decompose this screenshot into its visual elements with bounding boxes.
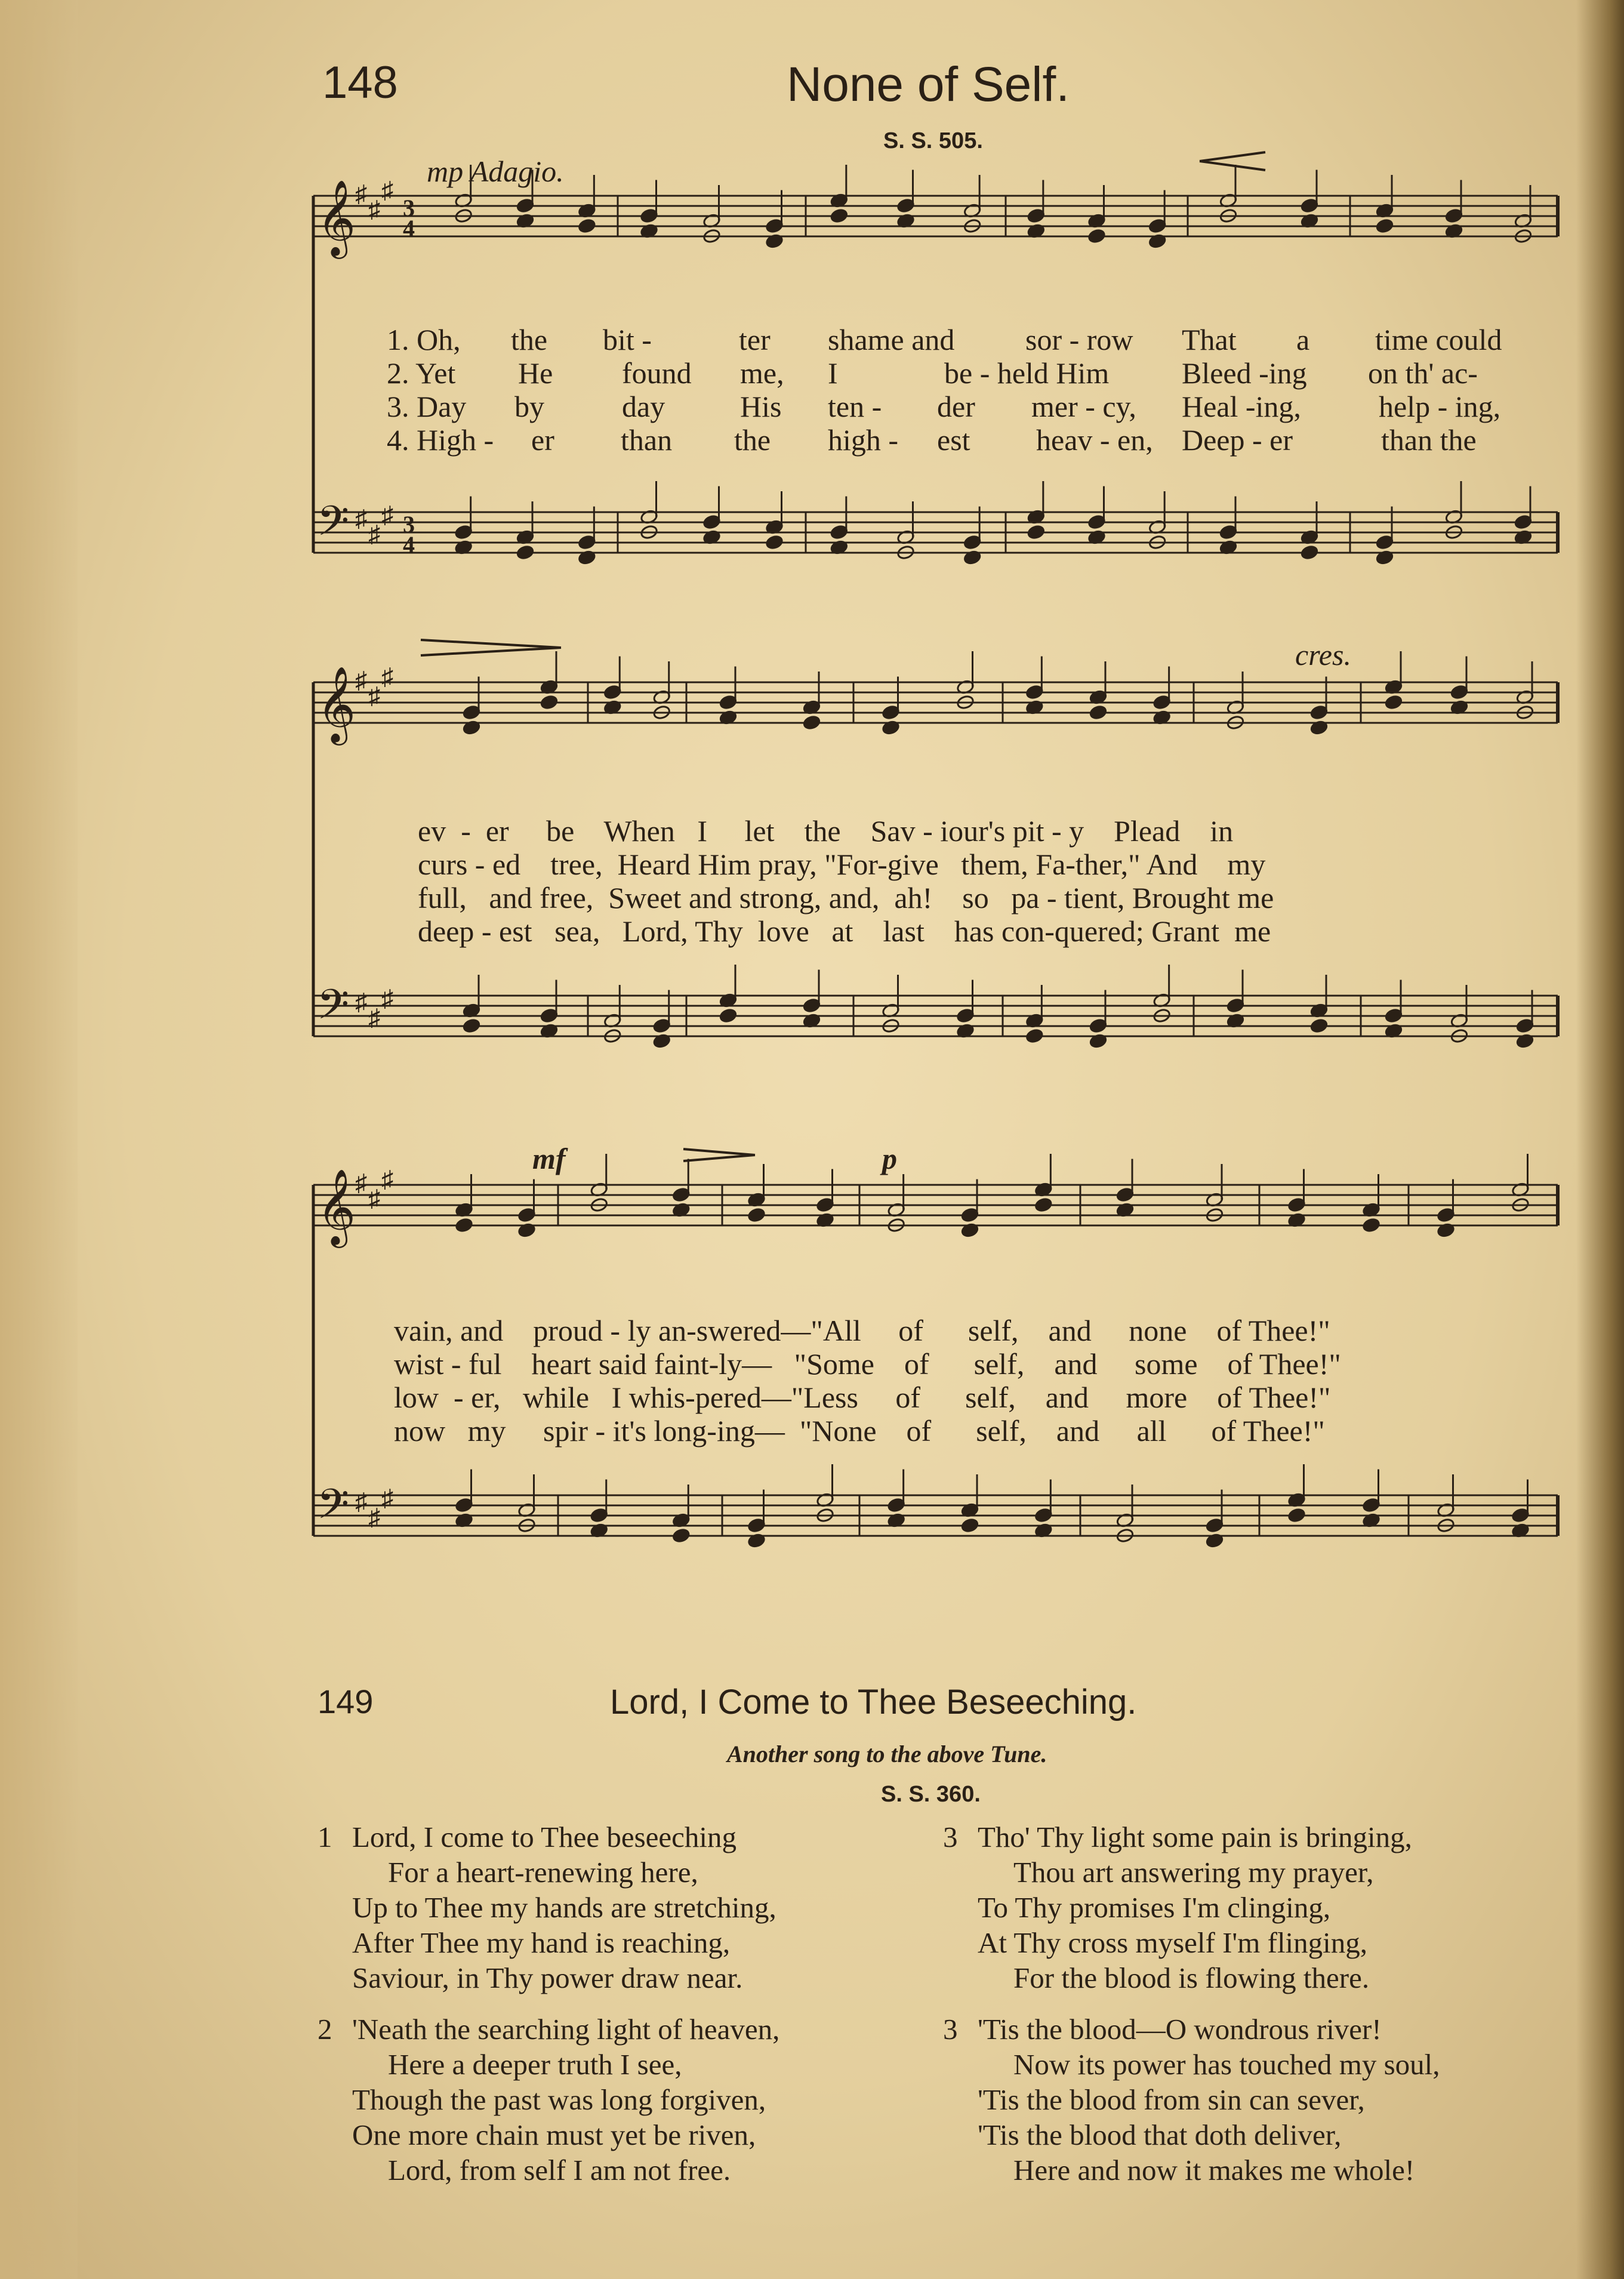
note-head [540,695,559,710]
note-head [1027,525,1046,540]
sharp-sign: ♯ [381,1485,393,1511]
note-head [516,545,535,560]
hymn-source: S. S. 360. [881,1782,981,1807]
verse-line: Though the past was long forgiven, [352,2083,766,2116]
lyric-word: heav - en, [1036,423,1153,457]
lyric-word: be - held Him [944,356,1110,390]
lyric-word: His [740,390,782,423]
sharp-sign: ♯ [368,1004,380,1031]
verse-line: For the blood is flowing there. [1013,1961,1370,1994]
lyric-verse-4: now my spir - it's long-ing— "None of self, and all of Thee!" [394,1414,1325,1448]
hymn-number: 149 [318,1683,374,1720]
lyric-word: sor - row [1025,323,1133,356]
note-head [672,1528,691,1544]
note-head [1025,1028,1044,1044]
verse-number: 3 [943,2013,958,2046]
lyric-word: Bleed -ing [1182,356,1307,390]
hymn-subtitle: Another song to the above Tune. [727,1741,1047,1767]
lyric-word: 2. Yet [387,356,456,390]
lyric-word: er [531,423,554,457]
lyric-word: shame and [828,323,955,356]
lyric-word: than [621,423,673,457]
verse-line: Saviour, in Thy power draw near. [352,1961,743,1994]
sharp-sign: ♯ [355,988,367,1015]
sharp-sign: ♯ [368,1185,380,1212]
bass-clef: 𝄢 [317,980,350,1039]
lyric-word: a [1296,323,1310,356]
note-head [1376,218,1394,234]
lyric-verse-2: curs - ed tree, Heard Him pray, "For-give them, Fa-ther," And my [418,848,1266,881]
lyric-word: the [734,423,771,457]
verse-number: 3 [943,1821,958,1853]
lyric-word: ten - [828,390,882,423]
sharp-sign: ♯ [355,667,367,694]
decrescendo-hairpin [421,640,561,655]
verse-line: One more chain must yet be riven, [352,2118,756,2151]
note-head [1089,705,1108,720]
lyric-verse-3: low - er, while I whis-pered—"Less of self, and more of Thee!" [394,1381,1331,1414]
sharp-sign: ♯ [381,1166,393,1193]
lyric-word: 1. Oh, [387,323,461,356]
verse-block [943,2012,1440,2188]
lyric-verse-1: vain, and proud - ly an-swered—"All of self, and none of Thee!" [394,1314,1330,1347]
lyric-word: on th' ac- [1368,356,1478,390]
sharp-sign: ♯ [381,985,393,1012]
note-head [765,535,784,550]
time-signature: 4 [403,215,415,242]
verse-line: Now its power has touched my soul, [1013,2048,1440,2081]
piano-marking: p [882,1142,897,1175]
verse-line: After Thee my hand is reaching, [352,1926,731,1959]
lyric-word: est [937,423,970,457]
lyric-word: help - ing, [1379,390,1501,423]
sharp-sign: ♯ [368,1504,380,1530]
verse-line: For a heart-renewing here, [388,1856,698,1889]
lyric-word: Heal -ing, [1182,390,1301,423]
note-head [961,1518,979,1533]
crescendo-marking: cres. [1295,638,1351,672]
note-head [830,208,849,224]
sharp-sign: ♯ [381,501,393,528]
verse-line: Lord, I come to Thee beseeching [352,1821,737,1853]
page-number: 148 [322,57,398,108]
verse-line: 'Neath the searching light of heaven, [352,2013,780,2046]
verse-line: Tho' Thy light some pain is bringing, [978,1821,1412,1853]
lyric-word: Deep - er [1182,423,1293,457]
lyric-word: the [511,323,548,356]
lyric-word: found [622,356,692,390]
hymn-title: Lord, I Come to Thee Beseeching. [610,1683,1137,1721]
sharp-sign: ♯ [381,177,393,204]
note-head [578,218,596,234]
lyric-word: time could [1375,323,1502,356]
verse-line: Lord, from self I am not free. [388,2154,731,2186]
verse-line: Up to Thee my hands are stretching, [352,1891,776,1924]
verse-line: 'Tis the blood from sin can sever, [978,2083,1365,2116]
note-head [455,1218,473,1233]
verse-block [943,1819,1412,1995]
lyric-word: me, [740,356,784,390]
verse-number: 2 [318,2013,332,2046]
treble-clef: 𝄞 [317,666,356,742]
lyric-word: day [622,390,665,423]
note-head [1087,229,1106,244]
lyric-word: than the [1381,423,1477,457]
lyric-word: high - [828,423,899,457]
lyric-word: That [1182,323,1237,356]
verse-line: Here and now it makes me whole! [1013,2154,1415,2186]
note-head [1310,1018,1329,1034]
sharp-sign: ♯ [355,180,367,207]
sharp-sign: ♯ [368,682,380,709]
verse-line: At Thy cross myself I'm flinging, [978,1926,1368,1959]
mezzo-forte-marking: mf [532,1142,566,1175]
note-head [803,715,821,731]
lyric-word: 4. High - [387,423,494,457]
lyric-word: ter [739,323,771,356]
lyric-word: I [828,356,838,390]
note-head [1287,1508,1306,1523]
sharp-sign: ♯ [355,1169,367,1196]
sharp-sign: ♯ [381,663,393,690]
decrescendo-hairpin [683,1149,755,1161]
sharp-sign: ♯ [355,1488,367,1515]
verse-line: 'Tis the blood—O wondrous river! [978,2013,1382,2046]
note-head [1385,695,1403,710]
verse-line: To Thy promises I'm clinging, [978,1891,1331,1924]
verse-line: 'Tis the blood that doth deliver, [978,2118,1342,2151]
lyric-verse-4: deep - est sea, Lord, Thy love at last has con-quered; Grant me [418,914,1271,948]
lyric-word: by [514,390,544,423]
hymn-title: None of Self. [787,57,1070,112]
verse-line: Here a deeper truth I see, [388,2048,682,2081]
verse-block [318,1819,776,1995]
note-head [1301,545,1319,560]
verse-line: Thou art answering my prayer, [1013,1856,1374,1889]
verse-block [318,2012,780,2188]
lyric-verse-3: full, and free, Sweet and strong, and, ah! so pa - tient, Brought me [418,881,1274,914]
note-head [719,1008,738,1024]
sharp-sign: ♯ [368,196,380,223]
sharp-sign: ♯ [355,505,367,532]
lyric-word: 3. Day [387,390,467,423]
lyric-word: bit - [603,323,652,356]
time-signature: 4 [403,531,415,558]
lyric-word: der [937,390,975,423]
lyric-verse-1: ev - er be When I let the Sav - iour's pit - y Plead in [418,814,1234,848]
time-signature: 3 [403,195,415,221]
treble-clef: 𝄞 [317,179,356,255]
note-head [1034,1197,1053,1213]
hymn-source: S. S. 505. [883,128,983,153]
note-head [463,1018,481,1034]
note-head [747,1208,766,1223]
verse-number: 1 [318,1821,332,1853]
tempo-marking: mp Adagio. [427,155,564,188]
treble-clef: 𝄞 [317,1168,356,1245]
lyric-word: He [518,356,553,390]
bass-clef: 𝄢 [317,497,350,555]
lyric-word: mer - cy, [1031,390,1136,423]
sharp-sign: ♯ [368,521,380,547]
note-head [1362,1218,1380,1233]
bass-clef: 𝄢 [317,1480,350,1538]
lyric-verse-2: wist - ful heart said faint-ly— "Some of self, and some of Thee!" [394,1347,1341,1381]
decrescendo-hairpin [1200,152,1265,170]
time-signature: 3 [403,511,415,538]
